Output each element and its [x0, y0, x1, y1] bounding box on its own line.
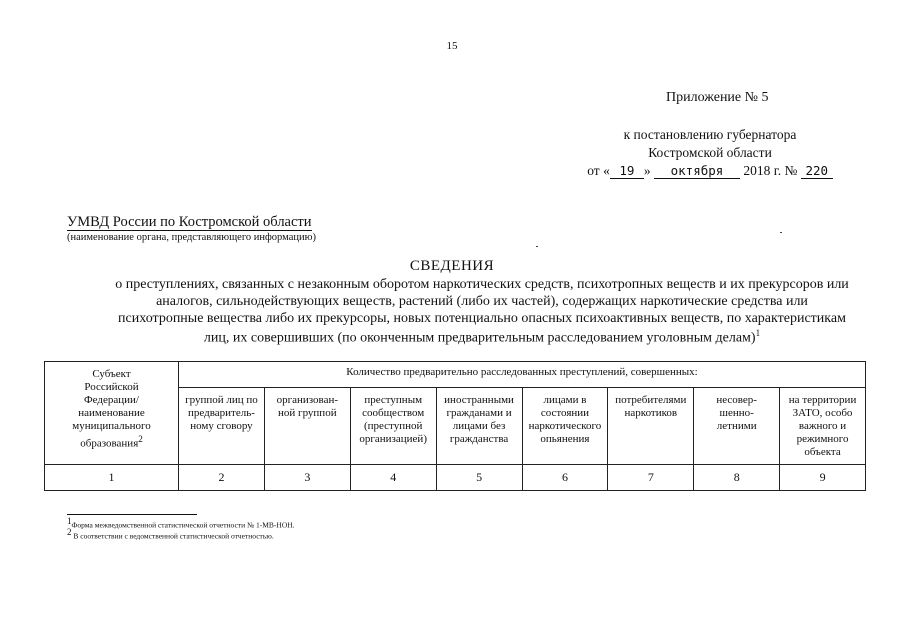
- column-header-line: ЗАТО, особо: [792, 406, 853, 419]
- column-number: 4: [350, 465, 436, 491]
- column-header-line: организацией): [359, 432, 427, 445]
- column-header-line: гражданами и: [446, 406, 512, 419]
- decree-date-prefix: от «: [587, 163, 610, 178]
- column-header-line: ной группой: [278, 406, 337, 419]
- description-footnote-mark: 1: [755, 328, 761, 338]
- document-title: СВЕДЕНИЯ: [409, 258, 495, 274]
- column-header-organized-group: [264, 387, 350, 465]
- column-header-line: на территории: [788, 393, 857, 406]
- column-header-line: наркотического: [528, 419, 602, 432]
- decree-number: 220: [801, 163, 833, 179]
- organization-name: УМВД России по Костромской области: [67, 214, 312, 230]
- subject-header-line: образования$^2$: [80, 434, 143, 450]
- subject-header: [45, 362, 179, 465]
- column-header-line: сообществом: [362, 406, 425, 419]
- scan-speck: [780, 232, 782, 233]
- description-line-4: [40, 328, 904, 347]
- footnote-1-text: Форма межведомственной статистической отчетности № 1-МВ-НОН.: [71, 520, 295, 530]
- decree-line-1: к постановлению губернатора: [623, 127, 797, 142]
- column-header-line: предваритель-: [187, 406, 255, 419]
- description-line-1: о преступлениях, связанных с незаконным оборотом наркотических средств, психотропных веществ и их прекурсоров или: [115, 277, 849, 292]
- scan-speck: [536, 246, 538, 247]
- subject-header-line: Федерации/: [83, 394, 139, 406]
- column-header-line: потребителями: [615, 393, 687, 406]
- decree-day: 19: [610, 163, 644, 179]
- column-header-drug-users: [608, 387, 694, 465]
- column-number: 6: [522, 465, 608, 491]
- column-header-intoxicated: [522, 387, 608, 465]
- column-number: 1: [45, 465, 179, 491]
- column-header-line: состоянии: [540, 406, 590, 419]
- column-header-zato-territory: [780, 387, 866, 465]
- description-line-4-text: лиц, их совершивших (по оконченным предварительным расследованием уголовным делам): [203, 330, 756, 346]
- column-header-line: преступным: [364, 393, 423, 406]
- column-header-group-conspiracy: [179, 387, 265, 465]
- table-header-row: [45, 362, 866, 388]
- column-number: 9: [780, 465, 866, 491]
- column-header-line: опьянения: [540, 432, 590, 445]
- column-header-line: несовер-: [716, 393, 757, 406]
- column-header-line: шенно-: [719, 406, 754, 419]
- column-numbers-row: [45, 465, 866, 491]
- column-header-foreigners: [436, 387, 522, 465]
- column-header-line: ному сговору: [190, 419, 253, 432]
- decree-date-line: [560, 163, 860, 179]
- column-header-line: иностранными: [444, 393, 514, 406]
- footnote-2-text: В соответствии с ведомственной статистической отчетностью.: [73, 531, 274, 541]
- column-header-criminal-community: [350, 387, 436, 465]
- decree-month: октября: [654, 163, 740, 179]
- subject-footnote-mark: 2: [138, 434, 143, 444]
- page-number: 15: [446, 40, 458, 52]
- column-header-line: летними: [716, 419, 757, 432]
- organization-caption: (наименование органа, представляющего информацию): [67, 232, 316, 243]
- appendix-label: Приложение № 5: [666, 90, 769, 105]
- column-header-line: наркотиков: [624, 406, 678, 419]
- subject-header-line: муниципального: [72, 420, 151, 432]
- description-line-2: аналогов, сильнодействующих веществ, растений (либо их частей), содержащих наркотические средства или: [156, 294, 808, 309]
- statistics-table: [44, 361, 866, 491]
- description-line-3: психотропные вещества либо их прекурсоры, новых потенциально опасных психоактивных веществ, по характеристикам: [118, 311, 846, 326]
- column-header-line: объекта: [804, 445, 841, 458]
- subject-header-line: Российской: [84, 381, 139, 393]
- decree-quote-close: »: [643, 163, 651, 178]
- subject-header-line: наименование: [78, 407, 145, 419]
- column-number: 5: [436, 465, 522, 491]
- column-header-minors: [694, 387, 780, 465]
- column-number: 7: [608, 465, 694, 491]
- subject-header-line: Субъект: [92, 368, 131, 380]
- footnote-2: [67, 527, 274, 541]
- column-header-line: (преступной: [363, 419, 423, 432]
- column-header-line: важного и: [798, 419, 847, 432]
- column-number: 2: [179, 465, 265, 491]
- column-number: 3: [264, 465, 350, 491]
- decree-year-text: 2018 г. №: [743, 163, 798, 178]
- column-header-line: гражданства: [449, 432, 509, 445]
- column-header-line: лицами без: [452, 419, 506, 432]
- group-header: Количество предварительно расследованных преступлений, совершенных:: [179, 362, 866, 388]
- decree-line-2: Костромской области: [648, 145, 772, 160]
- column-header-line: режимного: [796, 432, 849, 445]
- footnote-2-mark: 2: [67, 527, 72, 537]
- column-header-line: группой лиц по: [185, 393, 258, 406]
- footnote-1-mark: 1: [67, 516, 72, 526]
- column-header-line: лицами в: [543, 393, 587, 406]
- column-header-line: организован-: [276, 393, 339, 406]
- footnote-separator: [67, 514, 197, 515]
- column-number: 8: [694, 465, 780, 491]
